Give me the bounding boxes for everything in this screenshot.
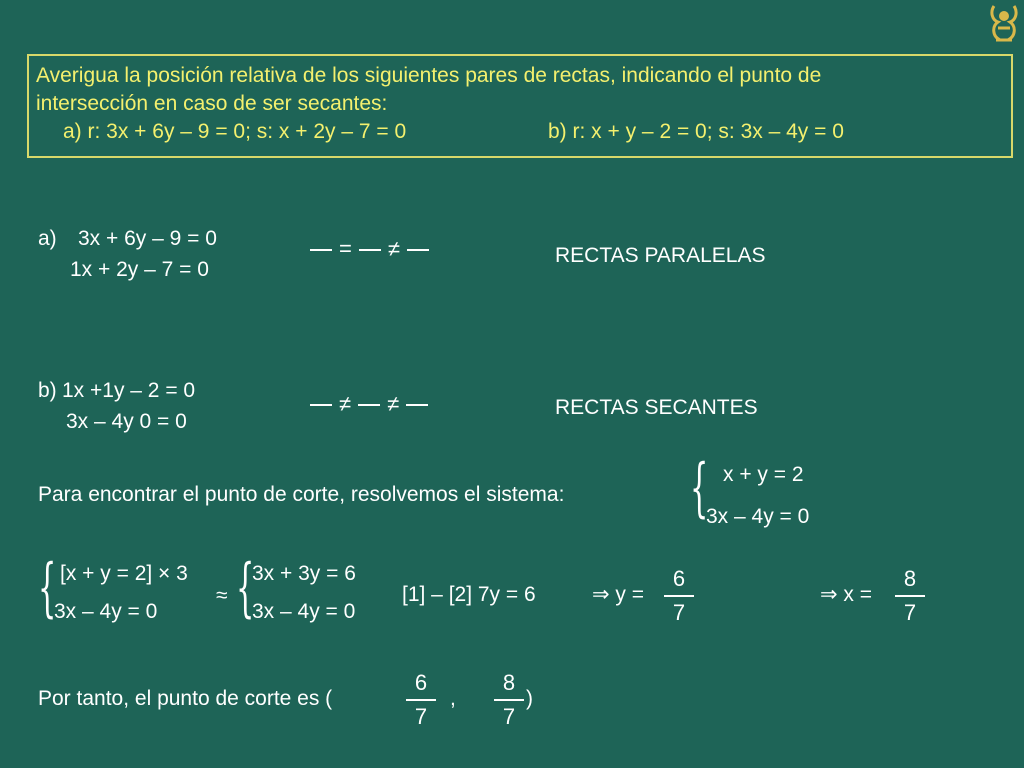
- right-system-eq2: 3x – 4y = 0: [252, 600, 356, 623]
- part-a-eq2: 1x + 2y – 7 = 0: [70, 258, 209, 281]
- fraction-bar: [310, 404, 332, 406]
- problem-line-2: intersección en caso de ser secantes:: [36, 92, 388, 115]
- ratio-sign-2: ≠: [387, 391, 400, 416]
- approx-sign: ≈: [216, 584, 228, 607]
- ratio-sign-2: ≠: [387, 236, 400, 261]
- part-a-ratio-comparison: [307, 236, 432, 262]
- system-brace: {: [690, 451, 709, 525]
- conclusion-fraction-y: [406, 670, 436, 730]
- problem-statement-box: [27, 54, 1013, 158]
- part-a-result: RECTAS PARALELAS: [555, 244, 766, 267]
- ratio-sign-1: ≠: [339, 391, 352, 416]
- fraction-bar: [359, 249, 381, 251]
- system-intro: Para encontrar el punto de corte, resolvemos el sistema:: [38, 483, 565, 506]
- part-b-label: b): [38, 379, 57, 402]
- fraction-bar: [310, 249, 332, 251]
- conclusion-comma: ,: [450, 687, 456, 710]
- part-a-eq1: 3x + 6y – 9 = 0: [78, 227, 217, 250]
- left-system-eq1: [x + y = 2] × 3: [60, 562, 188, 585]
- fraction-bar: [895, 595, 925, 597]
- fraction-bar: [358, 404, 380, 406]
- x-denominator: 7: [903, 600, 917, 625]
- fraction-bar: [406, 404, 428, 406]
- conclusion-denominator-2: 7: [502, 704, 516, 729]
- y-numerator: 6: [672, 566, 686, 591]
- conclusion-fraction-x: [494, 670, 524, 730]
- right-system-brace: {: [236, 551, 255, 625]
- ratio-sign-1: =: [339, 236, 352, 261]
- part-b-ratio-comparison: [307, 391, 431, 417]
- ornament-logo-icon: [986, 2, 1022, 44]
- y-denominator: 7: [672, 600, 686, 625]
- right-system-eq1: 3x + 3y = 6: [252, 562, 356, 585]
- conclusion-close-paren: ): [526, 687, 533, 710]
- subtract-step: [1] – [2] 7y = 6: [402, 583, 536, 606]
- y-result-label: ⇒ y =: [592, 583, 645, 606]
- conclusion-text: Por tanto, el punto de corte es (: [38, 687, 333, 710]
- system-eq2: 3x – 4y = 0: [706, 505, 810, 528]
- x-fraction: [895, 566, 925, 626]
- part-b-eq2: 3x – 4y 0 = 0: [66, 410, 187, 433]
- part-b-result: RECTAS SECANTES: [555, 396, 758, 419]
- problem-line-3a: a) r: 3x + 6y – 9 = 0; s: x + 2y – 7 = 0: [63, 120, 407, 143]
- conclusion-denominator-1: 7: [414, 704, 428, 729]
- conclusion-numerator-2: 8: [502, 670, 516, 695]
- conclusion-numerator-1: 6: [414, 670, 428, 695]
- y-fraction: [664, 566, 694, 626]
- problem-line-1: Averigua la posición relativa de los siguientes pares de rectas, indicando el punto de: [36, 64, 822, 87]
- left-system-brace: {: [38, 551, 57, 625]
- left-system-eq2: 3x – 4y = 0: [54, 600, 158, 623]
- fraction-bar: [407, 249, 429, 251]
- problem-line-3b: b) r: x + y – 2 = 0; s: 3x – 4y = 0: [548, 120, 844, 143]
- fraction-bar: [494, 699, 524, 701]
- part-a-label: a): [38, 227, 57, 250]
- fraction-bar: [406, 699, 436, 701]
- part-b-eq1: 1x +1y – 2 = 0: [62, 379, 196, 402]
- fraction-bar: [664, 595, 694, 597]
- x-numerator: 8: [903, 566, 917, 591]
- x-result-label: ⇒ x =: [820, 583, 873, 606]
- system-eq1: x + y = 2: [723, 463, 804, 486]
